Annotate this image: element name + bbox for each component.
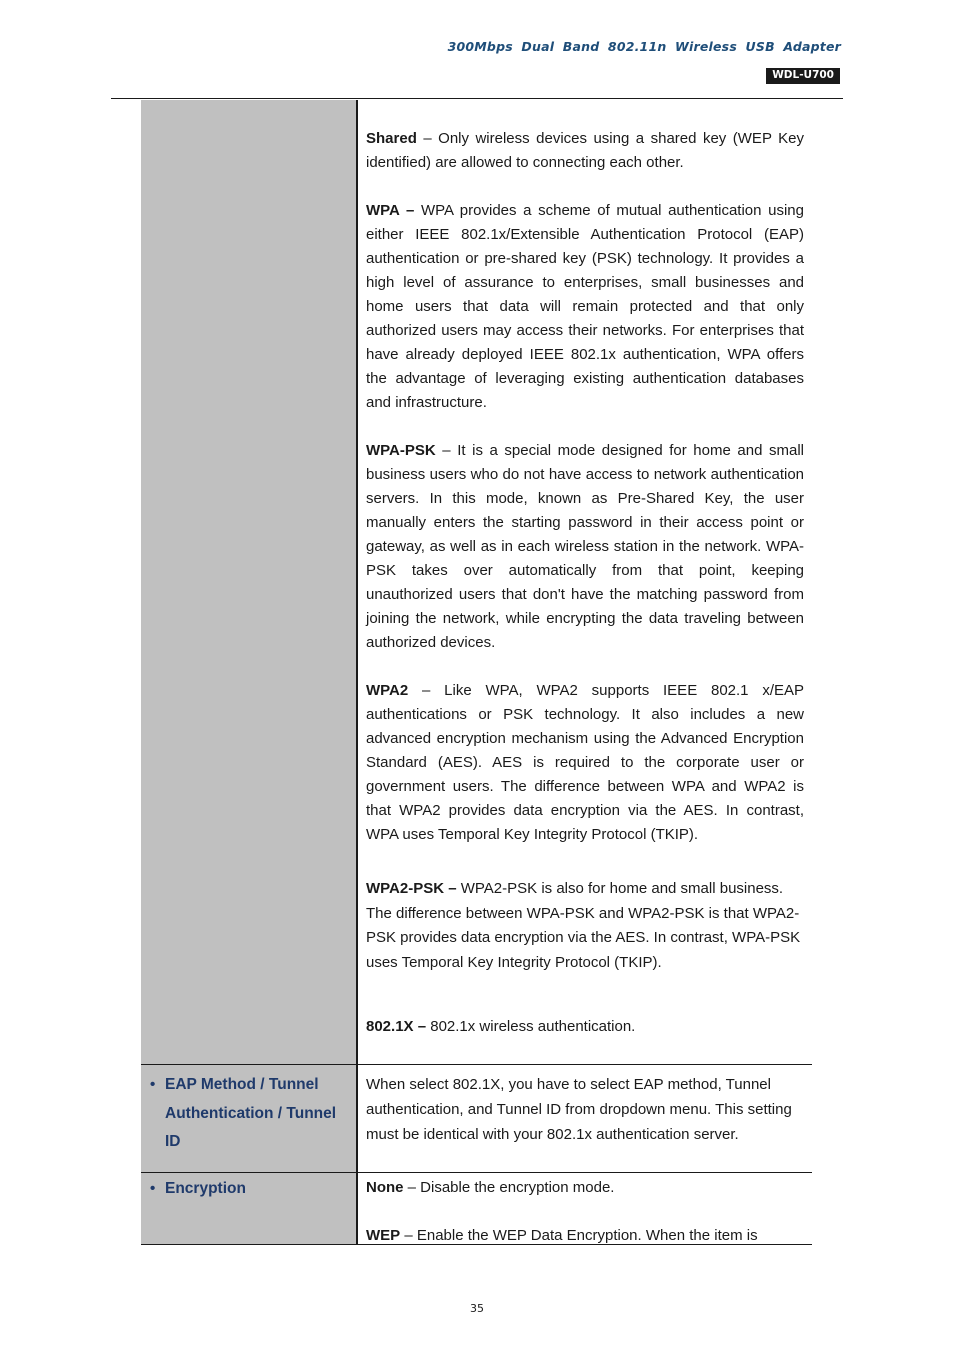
settings-table (141, 100, 812, 1245)
table-row (141, 1173, 812, 1245)
term: WPA – (366, 202, 415, 219)
definition: – Disable the encryption mode. (403, 1179, 615, 1196)
model-badge: WDL-U700 (766, 68, 840, 84)
table-bottom-border (141, 1244, 812, 1245)
paragraph-wpa2 (366, 679, 804, 847)
label-text: Encryption (165, 1180, 246, 1197)
page-number: 35 (470, 1302, 484, 1315)
description-cell (358, 100, 812, 1065)
paragraph-8021x (366, 1015, 804, 1039)
paragraph-wpa-psk (366, 439, 804, 655)
header-divider (111, 98, 843, 99)
definition: WPA provides a scheme of mutual authentication using either IEEE 802.1x/Extensible Authentication Protocol (EAP) authentication or pre-shared key (PSK) technology. It provides a high level of assurance to enterprises, small businesses and home users that data will remain protected and that only authorized users may access their networks. For enterprises that have already deployed IEEE 802.1x authentication, WPA offers the advantage of leveraging existing authentication databases and infrastructure. (366, 202, 804, 411)
term: WEP (366, 1227, 401, 1244)
label-cell (141, 100, 356, 1065)
header-title: 300Mbps Dual Band 802.11n Wireless USB Adapter (447, 39, 841, 54)
table-row (141, 100, 812, 1065)
definition: – It is a special mode designed for home and small business users who do not have access to network authentication servers. In this mode, known as Pre-Shared Key, the user manually enters the starting password in their access point or gateway, as well as in each wireless station in the network. WPA-PSK takes over automatically from that point, keeping unauthorized users that don't have the matching password from joining the network, while encrypting the data traveling between authorized devices. (366, 442, 804, 651)
label-cell (141, 1065, 356, 1173)
definition: – Only wireless devices using a shared key (WEP Key identified) are allowed to connecting each other. (366, 130, 804, 171)
definition: WPA2-PSK is also for home and small business. The difference between WPA-PSK and WPA2-PSK is that WPA2-PSK provides data encryption via the AES. In contrast, WPA-PSK uses Temporal Key Integrity Protocol (TKIP). (366, 880, 801, 971)
definition: – Enable the WEP Data Encryption. When the item is (400, 1227, 758, 1244)
definition: 802.1x wireless authentication. (426, 1018, 636, 1035)
row-divider (141, 1172, 812, 1173)
paragraph-wpa (366, 199, 804, 415)
description-cell (358, 1065, 812, 1173)
row-label (141, 1065, 356, 1157)
row-label (141, 1173, 356, 1204)
table-row (141, 1065, 812, 1173)
bullet-icon: • (150, 1076, 156, 1093)
paragraph-eap: When select 802.1X, you have to select EAP method, Tunnel authentication, and Tunnel ID from dropdown menu. This setting must be identical with your 802.1x authentication server. (366, 1076, 792, 1143)
description-cell (358, 1173, 812, 1245)
term: WPA2 (366, 682, 409, 699)
bullet-icon: • (150, 1180, 156, 1197)
row-divider (141, 1064, 812, 1065)
paragraph-wpa2-psk (366, 877, 804, 975)
term: WPA2-PSK – (366, 880, 457, 897)
term: None (366, 1179, 404, 1196)
label-cell (141, 1173, 356, 1245)
definition: – Like WPA, WPA2 supports IEEE 802.1 x/EAP authentications or PSK technology. It also includes a new advanced encryption mechanism using the Advanced Encryption Standard (AES). AES is required to the corporate user or government users. The difference between WPA and WPA2 is that WPA2 provides data encryption via the AES. In contrast, WPA uses Temporal Key Integrity Protocol (TKIP). (366, 682, 804, 843)
paragraph-none (366, 1176, 804, 1200)
label-text: EAP Method / Tunnel Authentication / Tunnel ID (165, 1076, 337, 1150)
term: 802.1X – (366, 1018, 427, 1035)
term: WPA-PSK (366, 442, 436, 459)
term: Shared (366, 130, 417, 147)
paragraph-shared (366, 127, 804, 175)
